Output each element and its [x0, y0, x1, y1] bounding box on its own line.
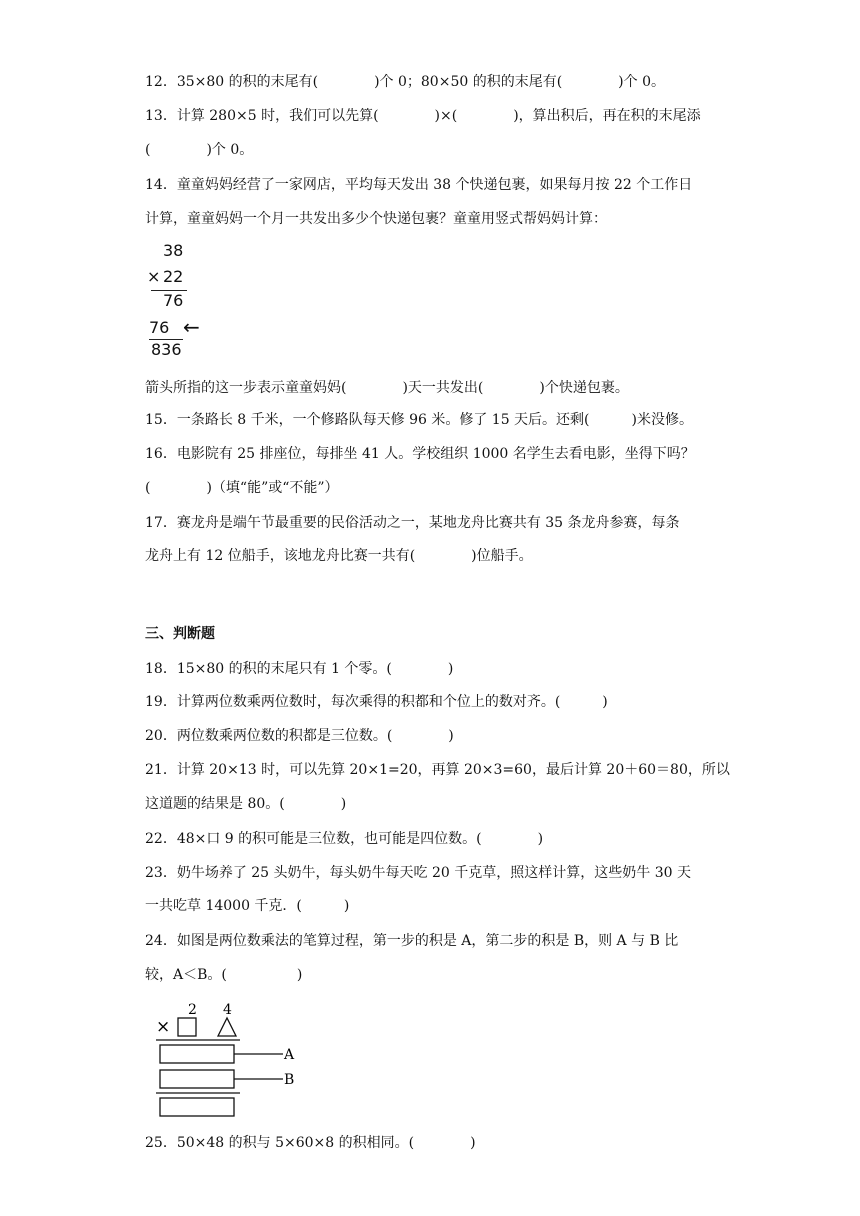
vm-result: 836: [151, 340, 182, 359]
question-24: 24．如图是两位数乘法的笔算过程，第一步的积是 A，第二步的积是 B，则 A 与 B 比: [145, 933, 679, 949]
question-25: 25．50×48 的积与 5×60×8 的积相同。( ): [145, 1135, 476, 1151]
fig-square-box: [178, 1018, 196, 1036]
vm-partial-1: 76: [163, 291, 184, 310]
question-24-cont: 较，A＜B。( ): [145, 967, 303, 983]
question-16-cont: ( )（填“能”或“不能”）: [145, 480, 339, 496]
arrow-left-icon: ←: [183, 315, 200, 339]
question-21: 21．计算 20×13 时，可以先算 20×1=20，再算 20×3=60，最后计算 20＋60＝80，所以: [145, 762, 730, 778]
multiplication-figure: [150, 996, 310, 1120]
fig-box-b: [160, 1070, 234, 1088]
question-12: 12．35×80 的积的末尾有( )个 0；80×50 的积的末尾有( )个 0。: [145, 74, 665, 90]
question-16: 16．电影院有 25 排座位，每排坐 41 人。学校组织 1000 名学生去看电影，坐得下吗？: [145, 446, 695, 462]
question-13-cont: ( )个 0。: [145, 142, 254, 158]
question-14: 14．童童妈妈经营了一家网店，平均每天发出 38 个快递包裹，如果每月按 22 个工作日: [145, 177, 693, 193]
fig-box-result: [160, 1098, 234, 1116]
vm-multiplicand: 38: [163, 241, 184, 260]
question-18: 18．15×80 的积的末尾只有 1 个零。( ): [145, 661, 454, 677]
question-17: 17．赛龙舟是端午节最重要的民俗活动之一，某地龙舟比赛共有 35 条龙舟参赛，每条: [145, 515, 680, 531]
fig-label-a: A: [284, 1047, 295, 1063]
vm-partial-2: 76: [149, 318, 170, 337]
question-23-cont: 一共吃草 14000 千克．( ): [145, 898, 350, 914]
question-20: 20．两位数乘两位数的积都是三位数。( ): [145, 728, 454, 744]
fig-box-a: [160, 1045, 234, 1063]
question-19: 19．计算两位数乘两位数时，每次乘得的积都和个位上的数对齐。( ): [145, 694, 608, 710]
question-13: 13．计算 280×5 时，我们可以先算( )×( )，算出积后，再在积的末尾添: [145, 108, 701, 124]
fig-triangle-box: [218, 1018, 236, 1036]
section-heading-true-false: 三、判断题: [145, 626, 215, 642]
question-22: 22．48×口 9 的积可能是三位数，也可能是四位数。( ): [145, 831, 544, 847]
fig-times-sign: ×: [156, 1017, 171, 1037]
question-17-cont: 龙舟上有 12 位船手，该地龙舟比赛一共有( )位船手。: [145, 548, 533, 564]
question-15: 15．一条路长 8 千米，一个修路队每天修 96 米。修了 15 天后。还剩( )米没修。: [145, 412, 693, 428]
fig-digit-tens: 2: [188, 1002, 197, 1018]
fig-digit-ones: 4: [223, 1002, 232, 1018]
fig-label-b: B: [284, 1072, 295, 1088]
question-14-cont: 计算，童童妈妈一个月一共发出多少个快递包裹？童童用竖式帮妈妈计算：: [145, 211, 607, 227]
vm-multiplier: 22: [163, 267, 184, 286]
question-21-cont: 这道题的结果是 80。( ): [145, 796, 347, 812]
question-14-blank: 箭头所指的这一步表示童童妈妈( )天一共发出( )个快递包裹。: [145, 380, 629, 396]
question-23: 23．奶牛场养了 25 头奶牛，每头奶牛每天吃 20 千克草，照这样计算，这些奶牛 30 天: [145, 865, 691, 881]
vm-times-sign: ×: [147, 267, 161, 286]
